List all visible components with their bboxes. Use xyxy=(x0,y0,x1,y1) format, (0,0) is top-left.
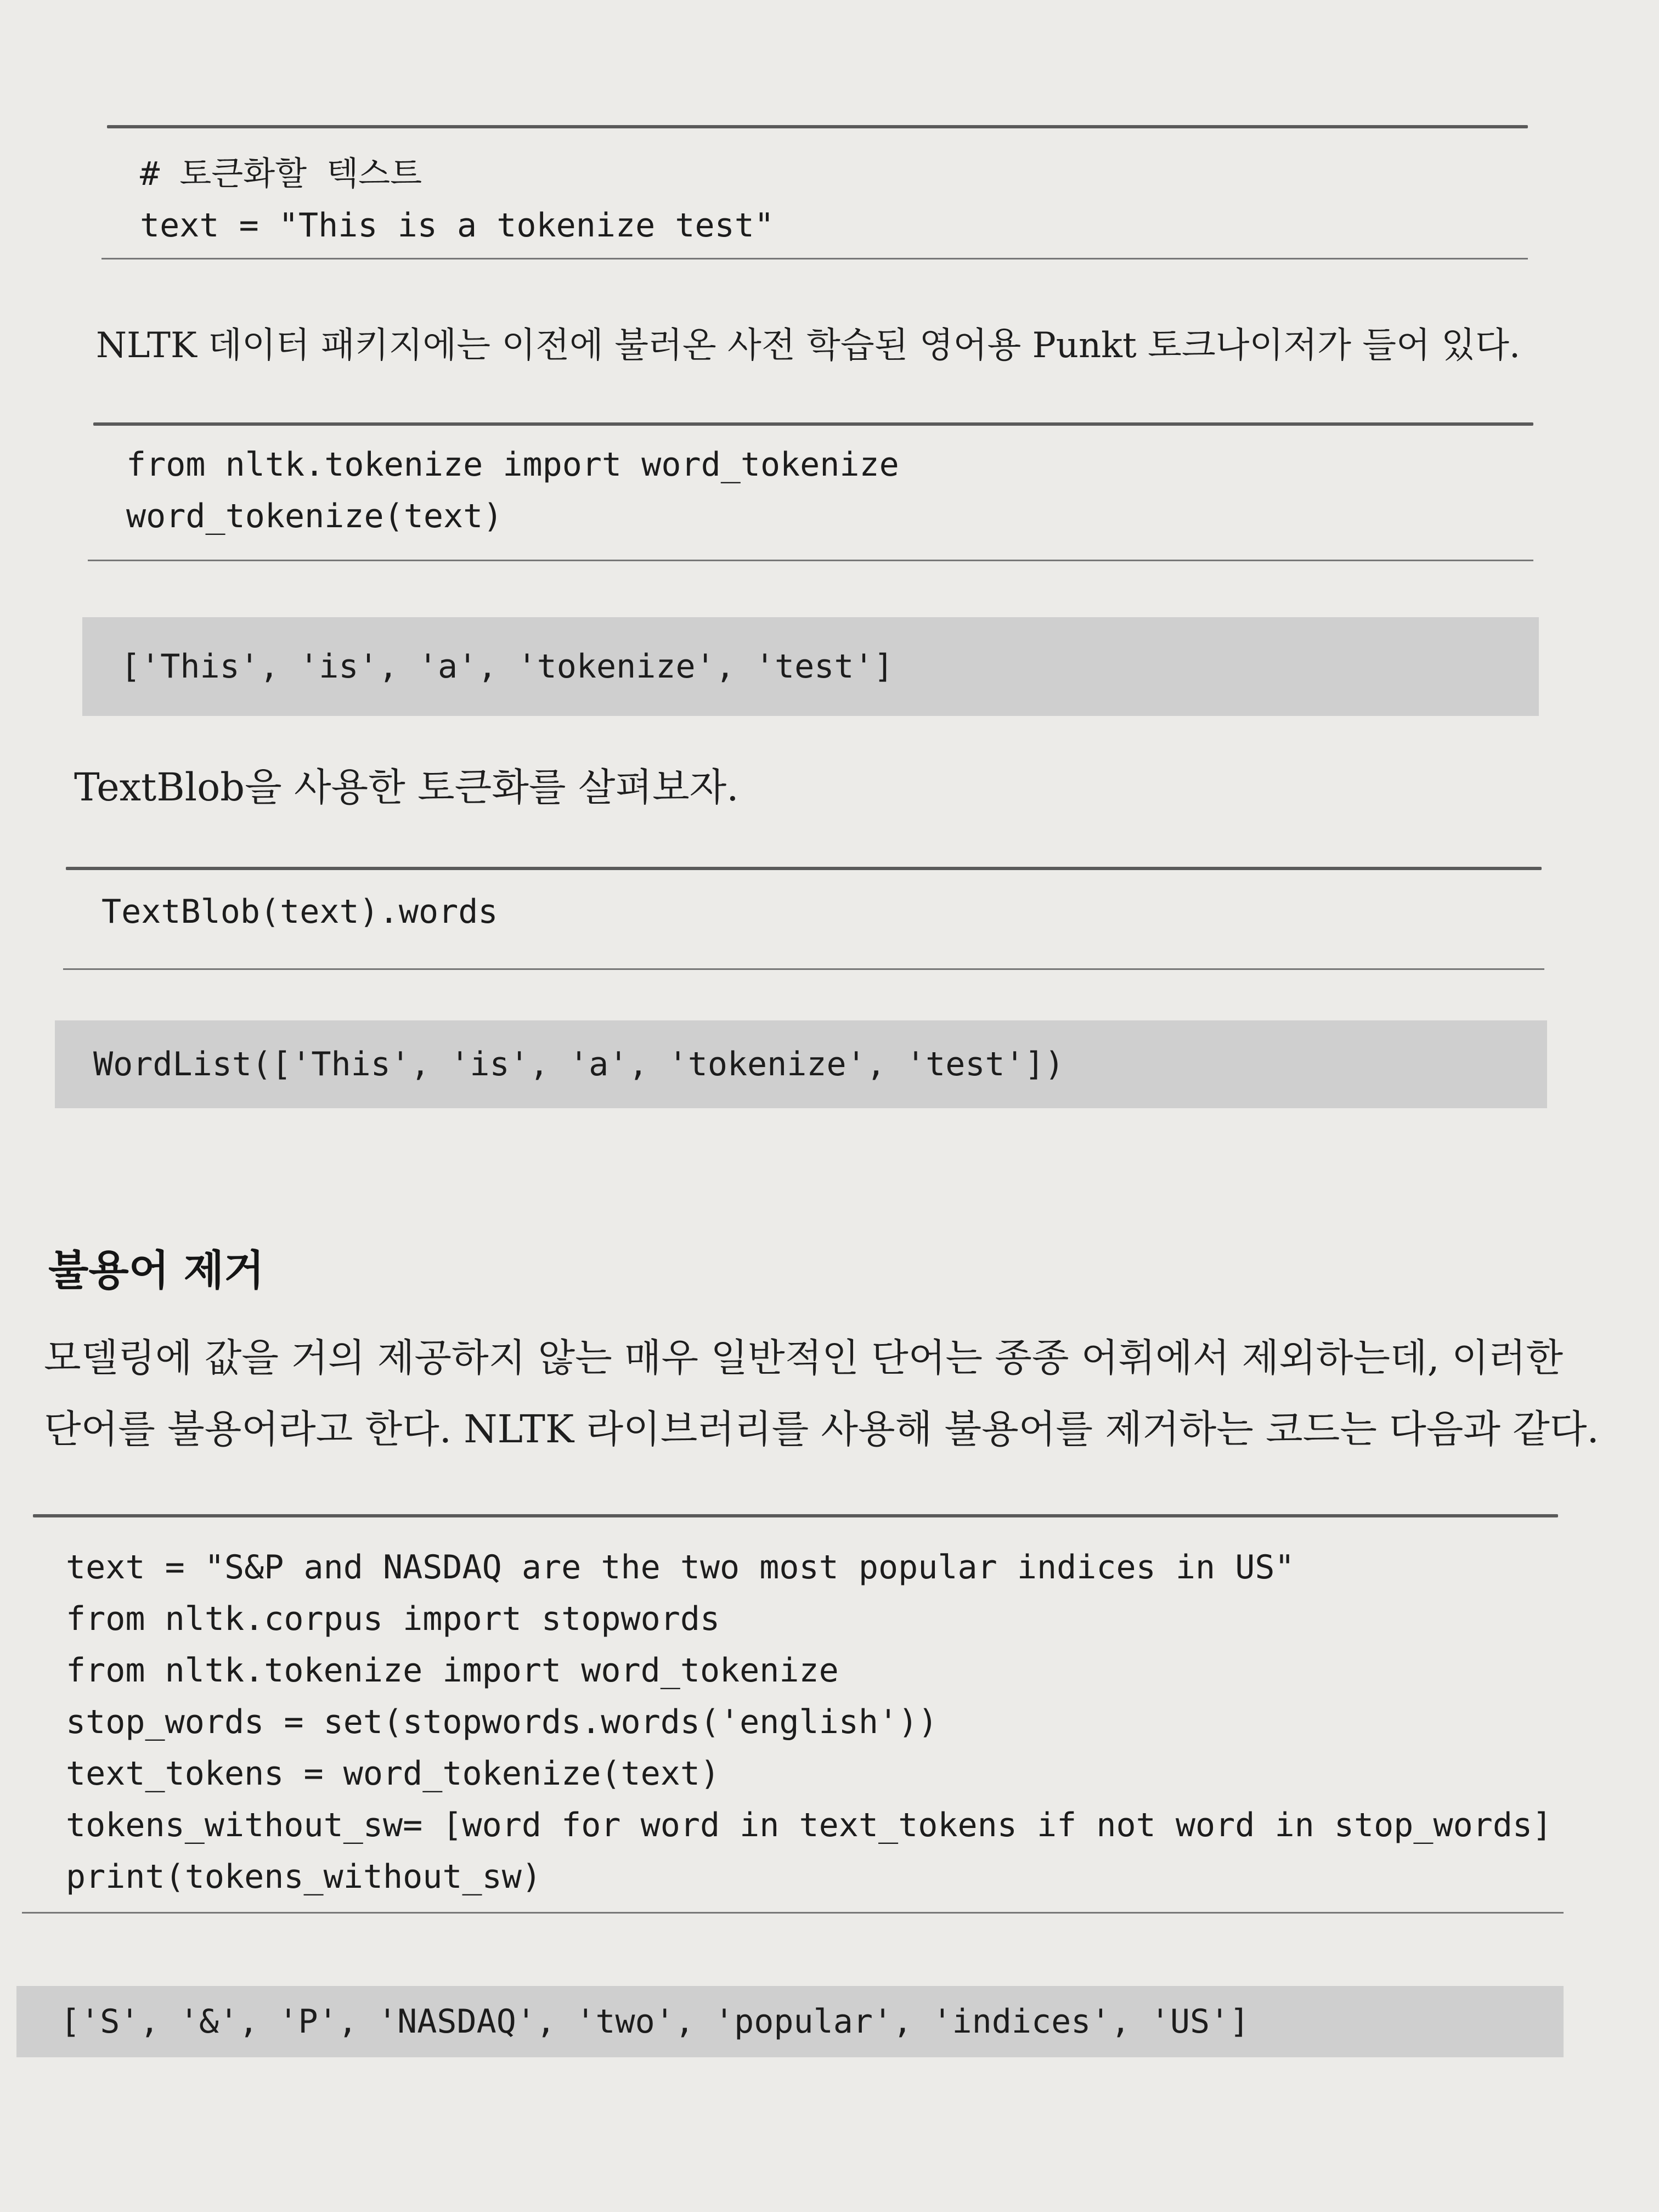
code-line: TextBlob(text).words xyxy=(101,893,498,931)
code-line: text_tokens = word_tokenize(text) xyxy=(66,1754,720,1793)
code-block-4 xyxy=(66,1542,1552,1903)
body-paragraph-1: NLTK 데이터 패키지에는 이전에 불러온 사전 학습된 영어용 Punkt 토크나이저가 들어 있다. xyxy=(96,325,1521,366)
body-paragraph-3 xyxy=(44,1322,1599,1465)
code-line: stop_words = set(stopwords.words('english')) xyxy=(66,1703,938,1741)
code-line: from nltk.tokenize import word_tokenize xyxy=(66,1651,839,1690)
section-heading: 불용어 제거 xyxy=(48,1246,264,1295)
code-bottom-rule xyxy=(63,968,1544,970)
code-bottom-rule xyxy=(101,258,1528,259)
code-top-rule xyxy=(33,1514,1558,1517)
code-line: tokens_without_sw= [word for word in text_tokens if not word in stop_words] xyxy=(66,1806,1553,1844)
code-line: text = "This is a tokenize test" xyxy=(140,206,774,245)
code-line: from nltk.corpus import stopwords xyxy=(66,1600,720,1638)
code-block-3 xyxy=(101,886,498,938)
code-line: from nltk.tokenize import word_tokenize xyxy=(126,445,899,484)
code-top-rule xyxy=(107,125,1528,128)
code-bottom-rule xyxy=(22,1912,1564,1914)
code-line: # 토큰화할 텍스트 xyxy=(140,155,422,193)
code-line: text = "S&P and NASDAQ are the two most popular indices in US" xyxy=(66,1548,1295,1587)
code-bottom-rule xyxy=(88,560,1533,561)
paragraph-line: 모델링에 값을 거의 제공하지 않는 매우 일반적인 단어는 종종 어휘에서 제외하는데, 이러한 xyxy=(44,1335,1563,1380)
code-line: print(tokens_without_sw) xyxy=(66,1858,541,1896)
code-top-rule xyxy=(66,867,1542,870)
code-output-2: ['This', 'is', 'a', 'tokenize', 'test'] xyxy=(82,617,1539,716)
code-top-rule xyxy=(93,422,1533,426)
paragraph-line: 단어를 불용어라고 한다. NLTK 라이브러리를 사용해 불용어를 제거하는 코드는 다음과 같다. xyxy=(44,1407,1599,1452)
code-block-1 xyxy=(140,148,774,251)
code-line: word_tokenize(text) xyxy=(126,497,503,535)
code-block-2 xyxy=(126,439,899,542)
code-output-3: WordList(['This', 'is', 'a', 'tokenize', 'test']) xyxy=(55,1020,1547,1108)
code-output-4: ['S', '&', 'P', 'NASDAQ', 'two', 'popular', 'indices', 'US'] xyxy=(16,1986,1564,2057)
body-paragraph-2: TextBlob을 사용한 토큰화를 살펴보자. xyxy=(74,765,739,810)
